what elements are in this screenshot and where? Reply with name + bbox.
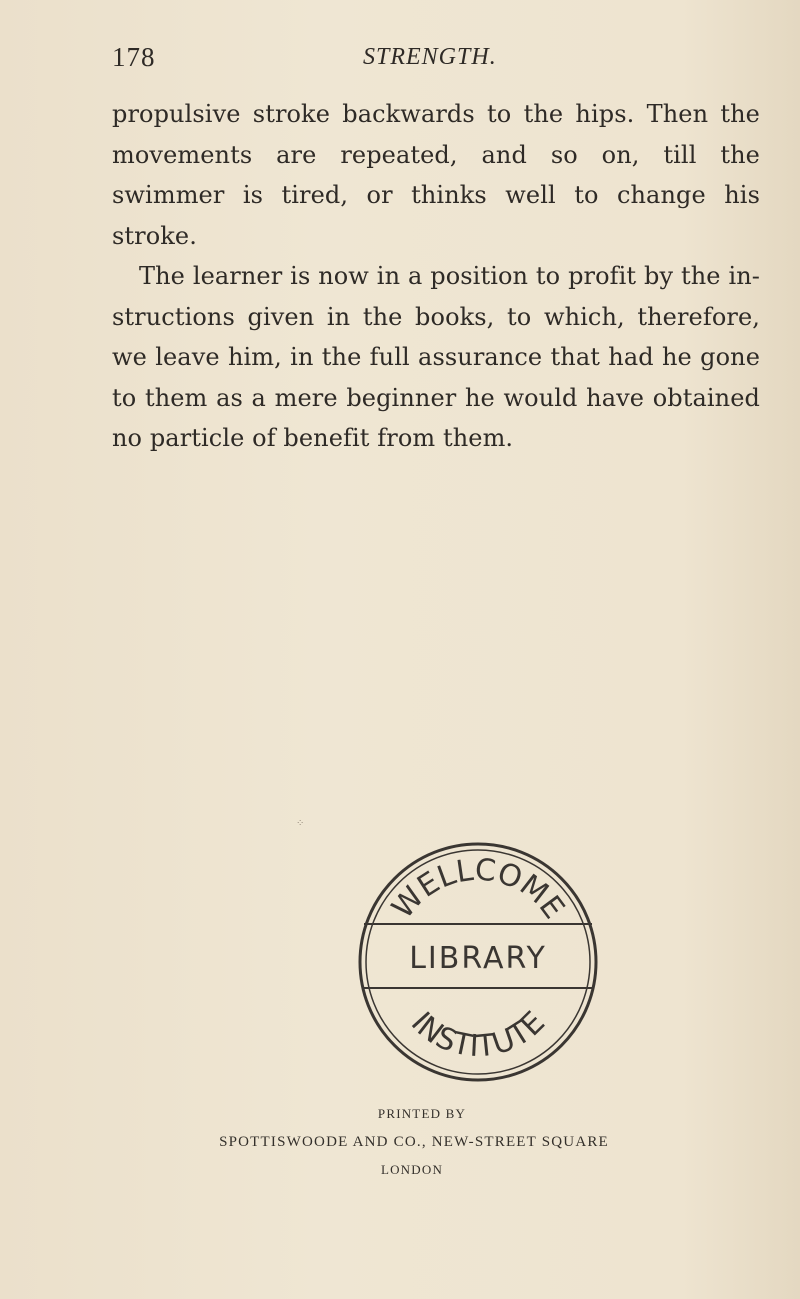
imprint-printer: SPOTTISWOODE AND CO., NEW-STREET SQUARE [219,1134,609,1150]
page-number: 178 [112,42,156,72]
stamp-bottom-arc-text: INSTITUTE [404,1004,552,1065]
running-head [112,38,760,78]
stamp-top-arc-text: WELLCOME [385,852,572,926]
paragraph-1: propulsive stroke backwards to the hips. Then the movements are repeated, and so on, till the swimmer is tired, or thinks well to change his stroke. [112,100,760,250]
paragraph-2: The learner is now in a position to profit by the in-structions given in the books, to which, therefore, we leave him, in the full assurance that had he gone to them as a mere beginner he would have obtained no particle of benefit from them. [112,262,760,452]
running-title: STRENGTH. [363,44,497,70]
library-stamp [354,838,602,1086]
body-text [112,94,760,459]
imprint-place: LONDON [380,1162,444,1177]
pencil-mark: ⁘ [296,818,305,829]
stamp-center-text: LIBRARY [409,941,547,976]
imprint-printed-by: PRINTED BY [377,1106,467,1121]
library-stamp-seal [354,838,602,1086]
